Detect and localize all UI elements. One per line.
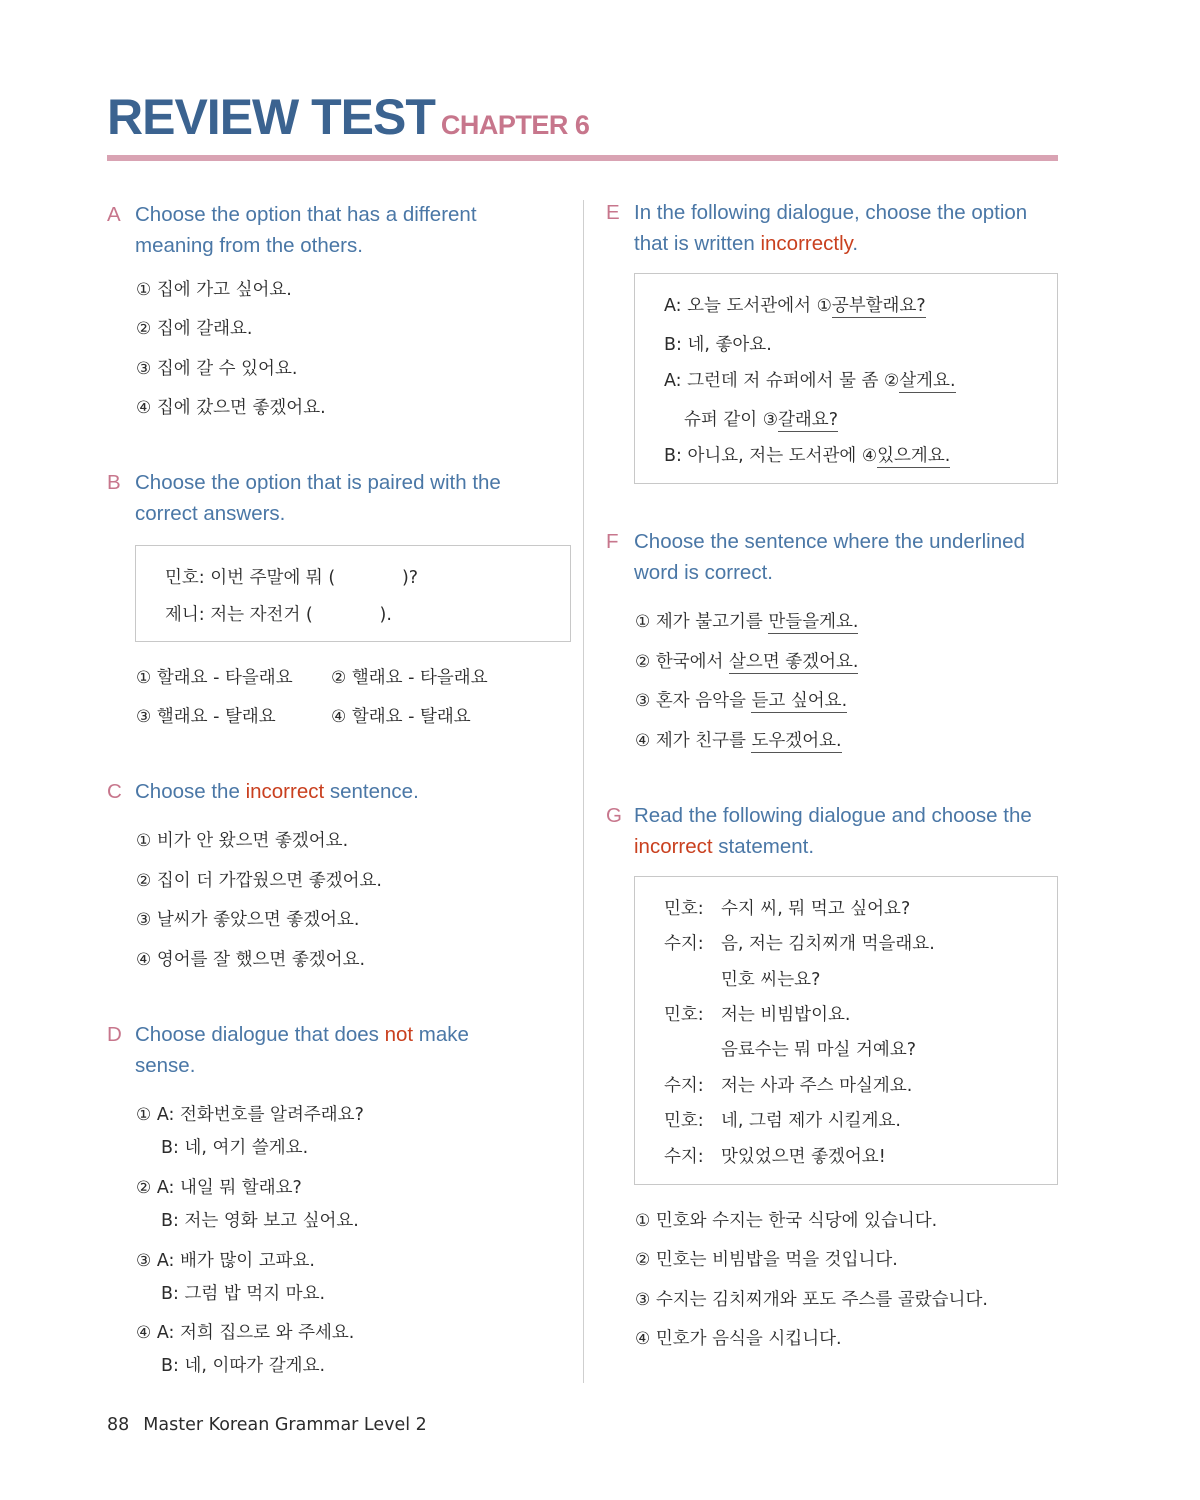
book-title: Master Korean Grammar Level 2 [143, 1415, 427, 1435]
option-b-2 [331, 664, 488, 689]
dialogue-line: 민호: 수지 씨, 뭐 먹고 싶어요? [664, 895, 910, 920]
option-f-1: ① 제가 불고기를 만들을게요. [635, 612, 859, 632]
option-number: ① [136, 280, 152, 300]
question-text-line: Choose the option that is paired with the [135, 471, 501, 494]
dialogue-line: 슈퍼 같이 ③갈래요? [684, 410, 839, 430]
speaker-label: 수지: [664, 1076, 704, 1096]
dialogue-line: 수지: 음, 저는 김치찌개 먹을래요. [664, 930, 935, 955]
question-text-line: meaning from the others. [135, 234, 363, 257]
option-number: ③ [136, 707, 152, 727]
question-text-line: correct answers. [135, 502, 286, 525]
underlined-word: 있으게요. [877, 446, 951, 466]
emphasis-word: not [384, 1023, 414, 1046]
dialogue-box-b [135, 545, 571, 642]
question-f [606, 526, 1066, 588]
dialogue-line: 수지: 저는 사과 주스 마실게요. [664, 1072, 912, 1097]
option-number: ② [635, 652, 651, 672]
speaker-label: 수지: [664, 1147, 704, 1167]
option-g-1 [635, 1207, 937, 1232]
option-c-2 [136, 867, 382, 892]
blank-number: ③ [762, 410, 778, 430]
question-e [606, 197, 1066, 259]
underlined-word: 도우겠어요. [751, 731, 842, 751]
section-f [606, 526, 1066, 588]
option-number: ③ [136, 1251, 152, 1271]
question-letter: F [606, 530, 619, 553]
dialogue-line: 민호 씨는요? [721, 970, 821, 990]
dialogue-line: A: 오늘 도서관에서 ①공부할래요? [664, 296, 926, 316]
chapter-label: CHAPTER 6 [440, 110, 590, 140]
speaker-label: 민호: [664, 1111, 704, 1131]
question-text-line: Choose the incorrect sentence. [135, 780, 419, 803]
option-number: ② [635, 1250, 651, 1270]
option-number: ② [136, 1178, 152, 1198]
option-number: ② [136, 871, 152, 891]
underlined-word: 공부할래요? [831, 296, 926, 316]
option-a-4 [136, 394, 326, 419]
dialogue-line: A: 그런데 저 슈퍼에서 물 좀 ②살게요. [664, 371, 956, 391]
underlined-word: 갈래요? [778, 410, 839, 430]
option-text: 할래요 - 타을래요 [156, 668, 293, 688]
question-letter: B [107, 471, 121, 494]
dialogue-line: 제니: 저는 자전거 ( ). [165, 605, 392, 625]
dialogue-line: 음료수는 뭐 마실 거예요? [721, 1040, 917, 1060]
question-text-line: word is correct. [634, 561, 773, 584]
option-number: ③ [136, 359, 152, 379]
option-text: 집이 더 가깝웠으면 좋겠어요. [156, 871, 382, 891]
option-number: ① [635, 1211, 651, 1231]
question-text-line: Choose the sentence where the underlined [634, 530, 1025, 553]
dialogue-line: B: 네, 좋아요. [664, 335, 772, 355]
option-number: ④ [136, 1323, 152, 1343]
option-text: 영어를 잘 했으면 좋겠어요. [156, 950, 366, 970]
page-number: 88 [107, 1415, 130, 1435]
dialogue-line: 민호: 네, 그럼 제가 시킬게요. [664, 1107, 901, 1132]
section-d [107, 1019, 567, 1081]
speaker-label: 민호: [664, 1005, 704, 1025]
option-text: 비가 안 왔으면 좋겠어요. [156, 831, 349, 851]
question-text-line: that is written incorrectly. [634, 232, 859, 255]
option-number: ② [136, 319, 152, 339]
column-divider [583, 200, 584, 1383]
emphasis-word: incorrectly [760, 232, 853, 255]
option-b-3 [136, 703, 276, 728]
underlined-word: 살으면 좋겠어요. [729, 652, 859, 672]
option-text: 민호가 음식을 시킵니다. [655, 1329, 842, 1349]
option-text: 수지는 김치찌개와 포도 주스를 골랐습니다. [655, 1290, 988, 1310]
page-footer [107, 1415, 427, 1435]
dialogue-line: B: 아니요, 저는 도서관에 ④있으게요. [664, 446, 951, 466]
question-d [107, 1019, 567, 1081]
option-number: ② [331, 668, 347, 688]
option-c-4 [136, 946, 365, 971]
dialogue-box-g [634, 876, 1058, 1185]
option-number: ③ [635, 691, 651, 711]
question-text-line: Choose dialogue that does not make [135, 1023, 469, 1046]
blank-number: ① [816, 296, 832, 316]
option-text: A: 저희 집으로 와 주세요. [156, 1323, 355, 1343]
option-a-1 [136, 276, 292, 301]
option-c-3 [136, 906, 359, 931]
option-number: ③ [635, 1290, 651, 1310]
underlined-word: 살게요. [899, 371, 956, 391]
underlined-word: 만들을게요. [768, 612, 859, 632]
title-rule [107, 155, 1058, 161]
option-d-2-b: B: 저는 영화 보고 싶어요. [161, 1211, 359, 1231]
option-number: ① [136, 1105, 152, 1125]
emphasis-word: incorrect [245, 780, 325, 803]
option-number: ④ [635, 731, 651, 751]
section-g [606, 800, 1066, 862]
option-d-4-a [136, 1319, 354, 1344]
dialogue-line: 민호: 저는 비빔밥이요. [664, 1001, 850, 1026]
option-f-4: ④ 제가 친구를 도우겠어요. [635, 731, 842, 751]
option-text: 민호와 수지는 한국 식당에 있습니다. [655, 1211, 938, 1231]
question-c [107, 776, 567, 807]
option-f-2: ② 한국에서 살으면 좋겠어요. [635, 652, 859, 672]
question-text-line: incorrect statement. [634, 835, 815, 858]
speaker-label: 수지: [664, 934, 704, 954]
option-text: 집에 갔으면 좋겠어요. [156, 398, 326, 418]
dialogue-box-e [634, 273, 1058, 484]
page-title: REVIEW TEST [107, 89, 435, 145]
speaker-label: 민호: [664, 899, 704, 919]
dialogue-line: 민호: 이번 주말에 뭐 ( )? [165, 568, 419, 588]
question-b [107, 467, 567, 529]
option-a-2 [136, 315, 252, 340]
option-number: ① [635, 612, 651, 632]
question-letter: A [107, 203, 121, 226]
option-number: ④ [331, 707, 347, 727]
option-g-4 [635, 1325, 842, 1350]
option-text: 집에 갈래요. [156, 319, 253, 339]
option-text: 날씨가 좋았으면 좋겠어요. [156, 910, 360, 930]
question-letter: C [107, 780, 122, 803]
option-number: ④ [635, 1329, 651, 1349]
option-number: ④ [136, 950, 152, 970]
question-text-line: Choose the option that has a different [135, 203, 477, 226]
option-g-2 [635, 1246, 898, 1271]
option-number: ① [136, 668, 152, 688]
question-text-line: Read the following dialogue and choose the [634, 804, 1032, 827]
option-text: 집에 갈 수 있어요. [156, 359, 298, 379]
section-e [606, 197, 1066, 259]
option-number: ③ [136, 910, 152, 930]
question-text-line: In the following dialogue, choose the option [634, 201, 1028, 224]
option-number: ① [136, 831, 152, 851]
option-text: 핼래요 - 타을래요 [351, 668, 488, 688]
question-text-line: sense. [135, 1054, 196, 1077]
option-text: A: 배가 많이 고파요. [156, 1251, 315, 1271]
section-c [107, 776, 567, 807]
option-text: A: 내일 뭐 할래요? [156, 1178, 302, 1198]
option-a-3 [136, 355, 297, 380]
option-f-3: ③ 혼자 음악을 듣고 싶어요. [635, 691, 848, 711]
option-g-3 [635, 1286, 988, 1311]
section-a [107, 199, 567, 261]
option-b-4 [331, 703, 471, 728]
option-number: ④ [136, 398, 152, 418]
question-g [606, 800, 1066, 862]
question-letter: G [606, 804, 622, 827]
option-text: 집에 가고 싶어요. [156, 280, 292, 300]
option-b-1 [136, 664, 293, 689]
option-d-4-b: B: 네, 이따가 갈게요. [161, 1356, 326, 1376]
option-text: 민호는 비빔밥을 먹을 것입니다. [655, 1250, 898, 1270]
blank-number: ④ [861, 446, 878, 466]
blank-number: ② [884, 371, 900, 391]
underlined-word: 듣고 싶어요. [751, 691, 848, 711]
option-d-1-b: B: 네, 여기 쓸게요. [161, 1138, 309, 1158]
question-letter: D [107, 1023, 122, 1046]
option-d-3-a [136, 1247, 315, 1272]
question-letter: E [606, 201, 620, 224]
option-d-2-a [136, 1174, 302, 1199]
dialogue-line: 수지: 맛있었으면 좋겠어요! [664, 1143, 886, 1168]
question-a [107, 199, 567, 261]
option-c-1 [136, 827, 348, 852]
emphasis-word: incorrect [634, 835, 713, 858]
section-b [107, 467, 567, 529]
option-text: A: 전화번호를 알려주래요? [156, 1105, 364, 1125]
option-d-3-b: B: 그럼 밥 먹지 마요. [161, 1284, 326, 1304]
option-d-1-a [136, 1101, 364, 1126]
option-text: 핼래요 - 탈래요 [156, 707, 276, 727]
option-text: 할래요 - 탈래요 [351, 707, 471, 727]
page-header [107, 88, 589, 146]
